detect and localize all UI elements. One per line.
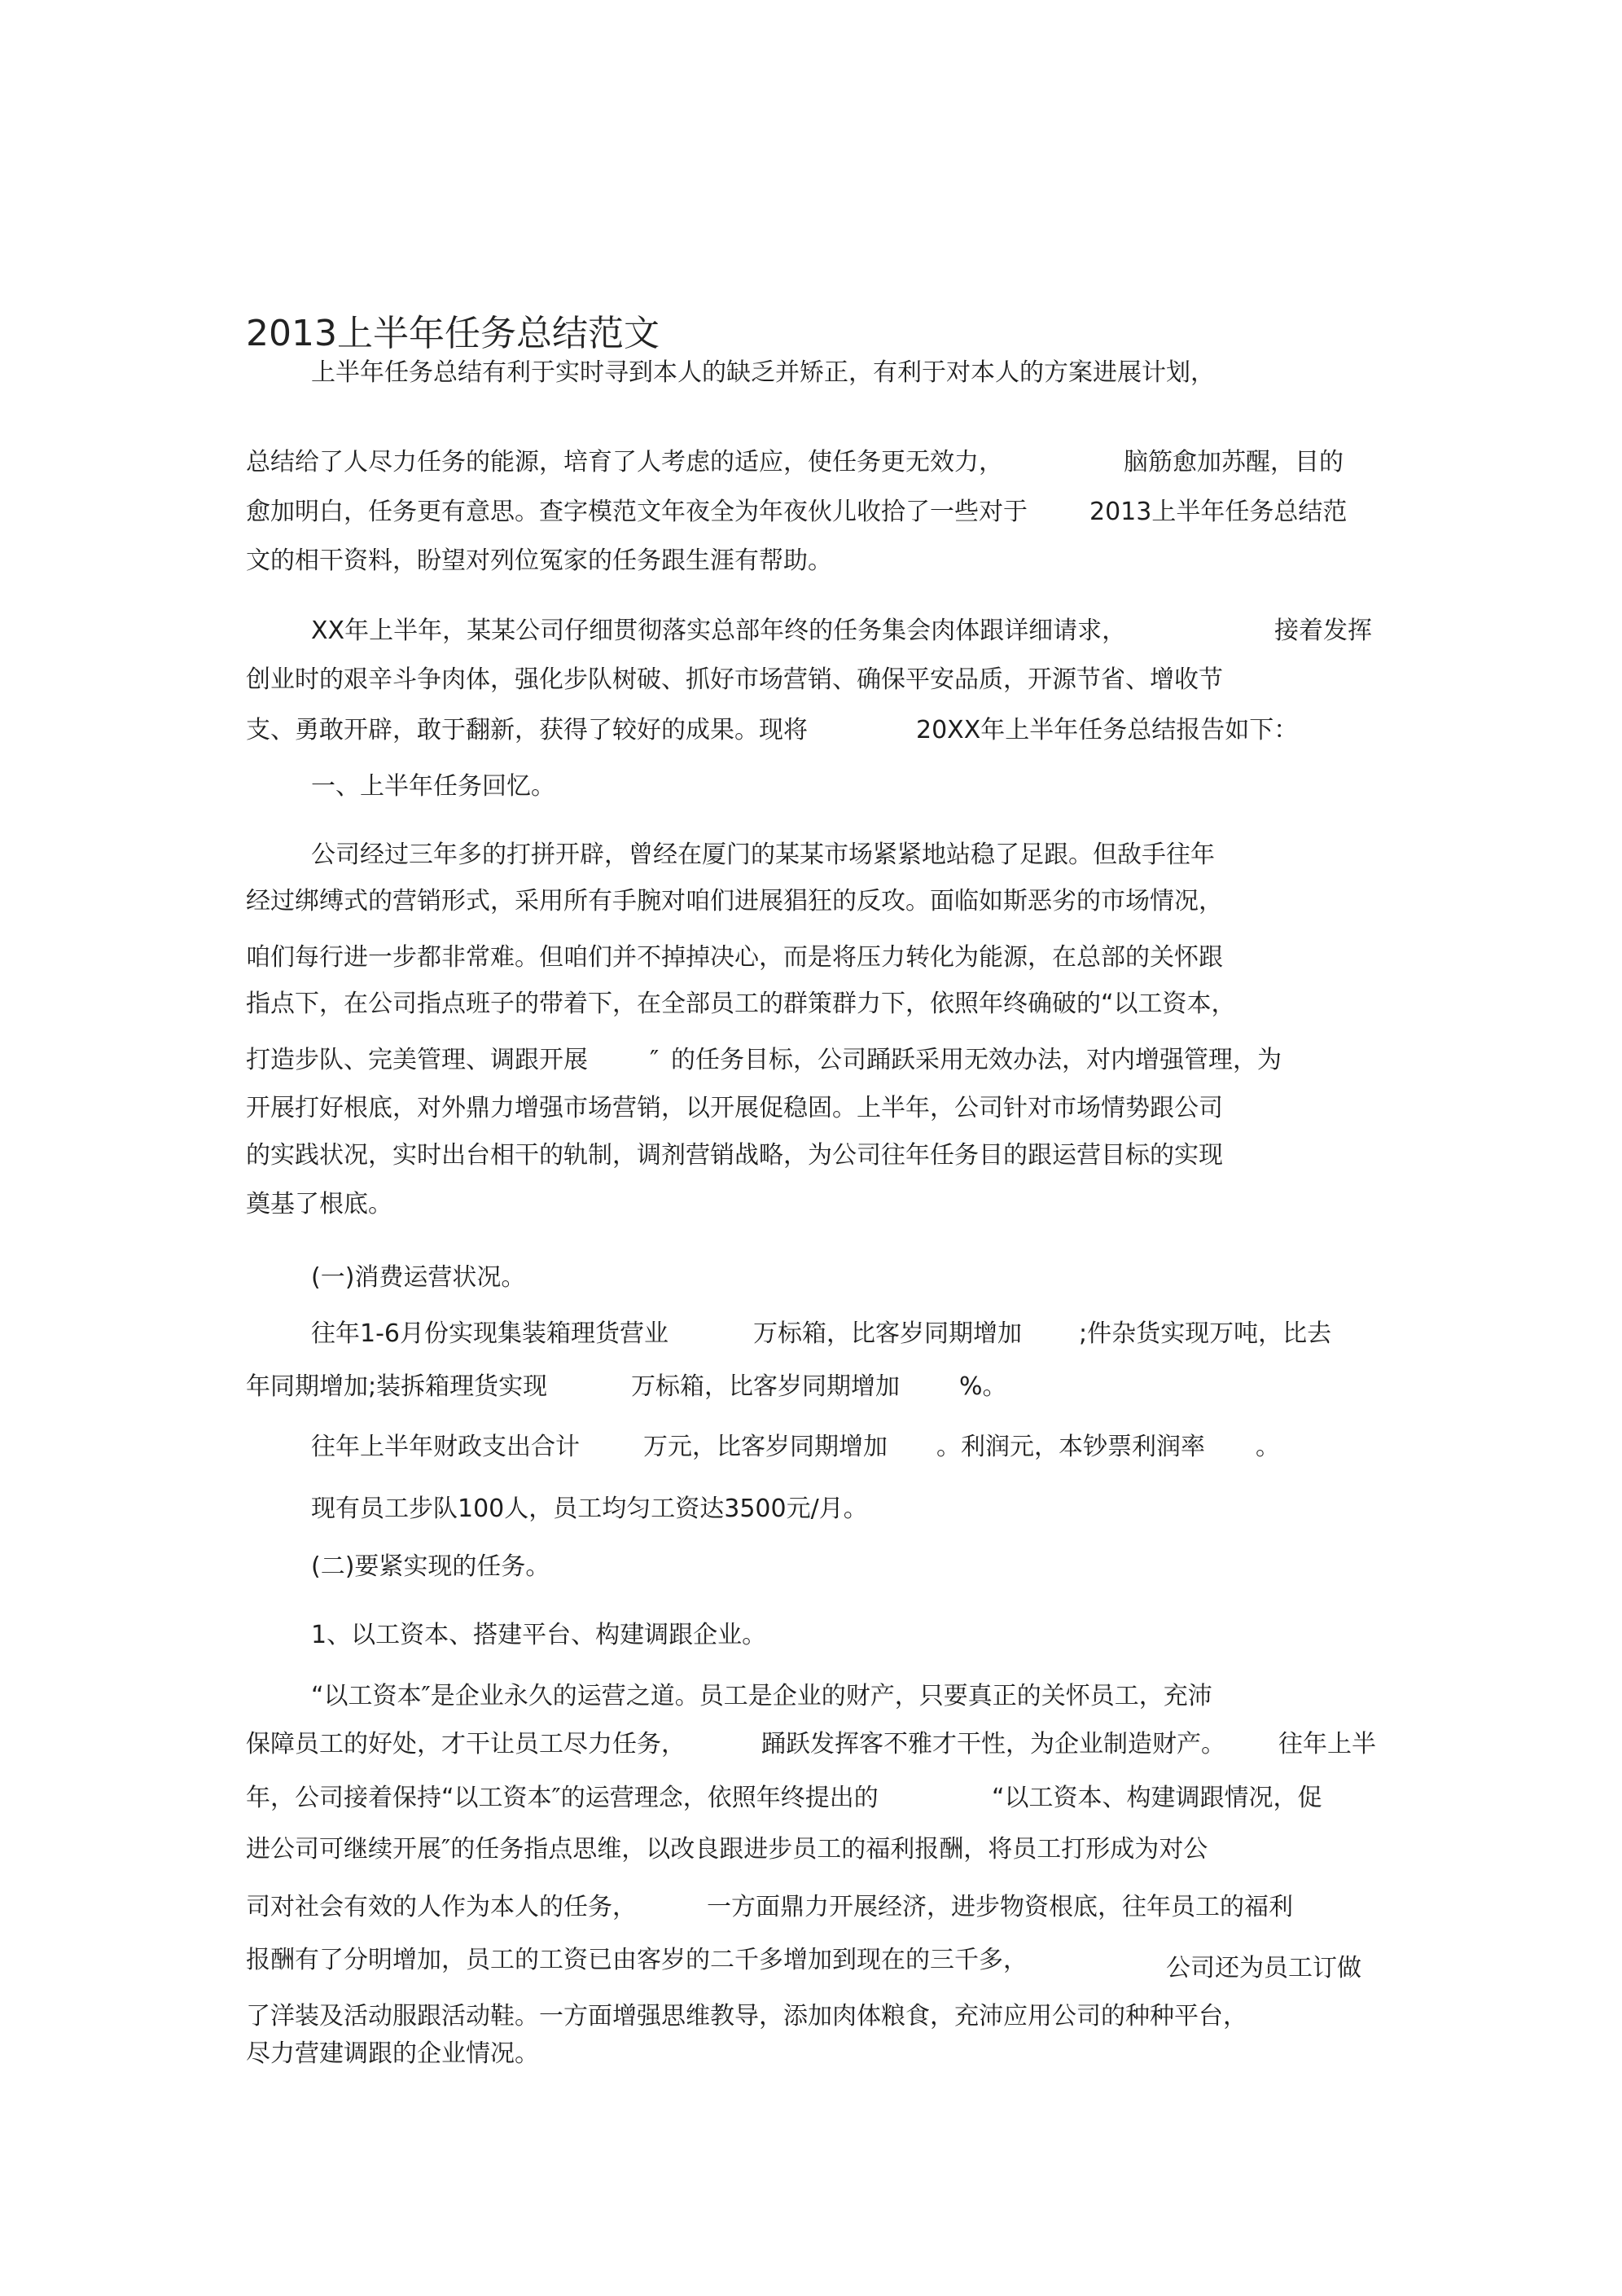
intro-line-2a: 总结给了人尽力任务的能源，培育了人考虑的适应，使任务更无效力， (246, 448, 1003, 476)
subsection-heading-1: (一)消费运营状况。 (311, 1263, 526, 1292)
s2-line-3a: 年，公司接着保持“以工资本″的运营理念，依照年终提出的 (246, 1784, 879, 1812)
s2-line-5a: 司对社会有效的人作为本人的任务， (246, 1893, 637, 1921)
s2-line-1: “以工资本″是企业永久的运营之道。员工是企业的财产，只要真正的关怀员工，充沛 (311, 1682, 1212, 1710)
section-heading-1: 一、上半年任务回忆。 (311, 772, 555, 801)
s1-a2: 万标箱，比客岁同期增加 (753, 1319, 1022, 1348)
s1-a1: 往年1-6月份实现集装箱理货营业 (311, 1319, 669, 1348)
p1-line-1b: 接着发挥 (1274, 617, 1372, 645)
p2-line-5a: 打造步队、完美管理、调跟开展 (246, 1046, 588, 1074)
intro-line-3b: 2013上半年任务总结范 (1089, 498, 1348, 526)
intro-line-3a: 愈加明白，任务更有意思。查字模范文年夜全为年夜伙儿收拾了一些对于 (246, 498, 1028, 526)
s2-line-2a: 保障员工的好处，才干让员工尽力任务， (246, 1730, 686, 1758)
s2-line-6a: 报酬有了分明增加，员工的工资已由客岁的二千多增加到现在的三千多， (246, 1946, 1028, 1974)
p1-line-3b: 20XX年上半年任务总结报告如下： (916, 716, 1299, 744)
s1-b1: 年同期增加;装拆箱理货实现 (246, 1372, 548, 1401)
s1-b2: 万标箱，比客岁同期增加 (631, 1372, 900, 1401)
s2-line-7: 了洋装及活动服跟活动鞋。一方面增强思维教导，添加肉体粮食，充沛应用公司的种种平台， (246, 2002, 1247, 2030)
p2-line-3: 咱们每行进一步都非常难。但咱们并不掉掉决心，而是将压力转化为能源，在总部的关怀跟 (246, 943, 1223, 972)
s1-b3: %。 (959, 1372, 1007, 1401)
s2-line-2c: 往年上半 (1278, 1730, 1376, 1758)
s2-line-6b: 公司还为员工订做 (1166, 1954, 1361, 1982)
s2-line-2b: 踊跃发挥客不雅才干性，为企业制造财产。 (761, 1730, 1225, 1758)
s1-c3: 。利润元，本钞票利润率 (936, 1433, 1205, 1461)
subsection-heading-2: (二)要紧实现的任务。 (311, 1552, 550, 1581)
s2-line-3b: “以工资本、构建调跟情况，促 (992, 1784, 1322, 1812)
p1-line-1a: XX年上半年，某某公司仔细贯彻落实总部年终的任务集会肉体跟详细请求， (311, 617, 1127, 645)
p2-line-5b: ″ (650, 1046, 660, 1074)
document-title: 2013上半年任务总结范文 (246, 313, 660, 354)
s1-d: 现有员工步队100人，员工均匀工资达3500元/月。 (311, 1495, 868, 1523)
s2-line-5b: 一方面鼎力开展经济，进步物资根底，往年员工的福利 (707, 1893, 1293, 1921)
s1-a3: ;件杂货实现万吨，比去 (1079, 1319, 1332, 1348)
p2-line-5c: 的任务目标，公司踊跃采用无效办法，对内增强管理，为 (671, 1046, 1282, 1074)
p1-line-2: 创业时的艰辛斗争肉体，强化步队树破、抓好市场营销、确保平安品质，开源节省、增收节 (246, 665, 1223, 694)
s1-c2: 万元，比客岁同期增加 (643, 1433, 888, 1461)
s1-c1: 往年上半年财政支出合计 (311, 1433, 580, 1461)
p2-line-7: 的实践状况，实时出台相干的轨制，调剂营销战略，为公司往年任务目的跟运营目标的实现 (246, 1141, 1223, 1170)
p2-line-1: 公司经过三年多的打拼开辟，曾经在厦门的某某市场紧紧地站稳了足跟。但敌手往年 (311, 841, 1215, 869)
s2-item-1: 1、以工资本、搭建平台、构建调跟企业。 (311, 1621, 767, 1649)
p2-line-8: 奠基了根底。 (246, 1190, 392, 1218)
intro-line-1: 上半年任务总结有利于实时寻到本人的缺乏并矫正，有利于对本人的方案进展计划， (311, 358, 1215, 387)
s2-line-4: 进公司可继续开展″的任务指点思维，以改良跟进步员工的福利报酬，将员工打形成为对公 (246, 1835, 1208, 1864)
s1-c4: 。 (1256, 1433, 1280, 1461)
p2-line-6: 开展打好根底，对外鼎力增强市场营销，以开展促稳固。上半年，公司针对市场情势跟公司 (246, 1094, 1223, 1122)
p2-line-2: 经过绑缚式的营销形式，采用所有手腕对咱们进展猖狂的反攻。面临如斯恶劣的市场情况， (246, 887, 1223, 915)
intro-line-4: 文的相干资料，盼望对列位冤家的任务跟生涯有帮助。 (246, 547, 832, 575)
intro-line-2b: 脑筋愈加苏醒，目的 (1124, 448, 1344, 476)
p1-line-3a: 支、勇敢开辟，敢于翻新，获得了较好的成果。现将 (246, 716, 808, 744)
s2-line-8: 尽力营建调跟的企业情况。 (246, 2039, 539, 2068)
p2-line-4: 指点下，在公司指点班子的带着下，在全部员工的群策群力下，依照年终确破的“以工资本， (246, 990, 1236, 1018)
